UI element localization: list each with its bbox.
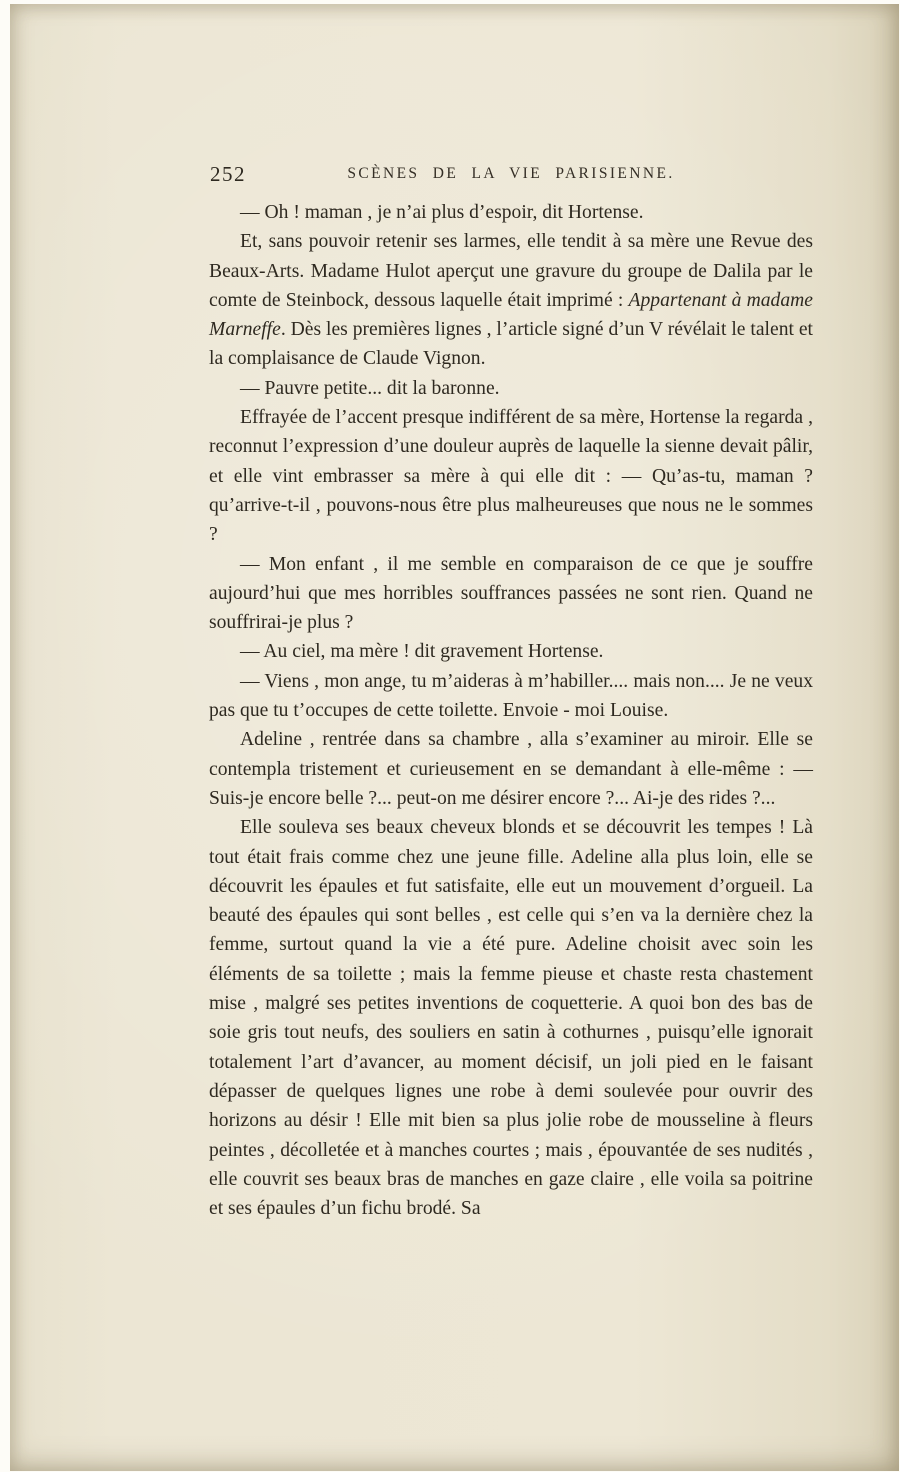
text-segment: Effrayée de l’accent presque indifférent de sa mère, Hortense la regarda , reconnut l’expression d’une douleur auprès de laquelle la sienne devait pâlir, et elle vint embrasser sa mère à qui elle dit : — Qu’as-tu, maman ? qu’arrive-t-il , pouvons-nous être plus malheureuses que nous ne le sommes ?: [209, 407, 813, 546]
paragraph: [209, 550, 813, 638]
paragraph: [209, 403, 813, 549]
text-segment: — Au ciel, ma mère ! dit gravement Hortense.: [240, 641, 604, 663]
text-segment: — Pauvre petite... dit la baronne.: [240, 377, 500, 399]
text-segment: — Viens , mon ange, tu m’aideras à m’habiller.... mais non.... Je ne veux pas que tu t’occupes de cette toilette. Envoie - moi Louise.: [209, 670, 813, 722]
paragraph: [209, 374, 813, 403]
paragraph: [209, 725, 813, 813]
text-segment: — Oh ! maman , je n’ai plus d’espoir, dit Hortense.: [240, 202, 644, 223]
page-number: 252: [210, 162, 246, 186]
paragraph: [209, 227, 813, 373]
text-block: [209, 198, 813, 1223]
running-title: SCÈNES DE LA VIE PARISIENNE.: [347, 165, 675, 182]
paragraph: [209, 637, 813, 666]
paragraph: [209, 198, 813, 227]
book-page: [10, 4, 899, 1471]
italic-text-segment: Appartenant à madame Marneffe: [209, 289, 813, 341]
page-header: [209, 159, 813, 191]
text-segment: Adeline , rentrée dans sa chambre , alla s’examiner au miroir. Elle se contempla tristement et curieusement en se demandant à elle-même : — Suis-je encore belle ?... peut-on me désirer encore ?... Ai-je des rides ?...: [209, 729, 813, 809]
paragraph: [209, 667, 813, 726]
text-segment: . Dès les premières lignes , l’article signé d’un V révélait le talent et la complaisance de Claude Vignon.: [209, 319, 813, 370]
paragraph: [209, 813, 813, 1223]
text-segment: — Mon enfant , il me semble en comparaison de ce que je souffre aujourd’hui que mes horribles souffrances passées ne sont rien. Quand ne souffrirai-je plus ?: [209, 553, 813, 634]
text-segment: Et, sans pouvoir retenir ses larmes, elle tendit à sa mère une Revue des Beaux-Arts. Madame Hulot aperçut une gravure du groupe de Dalila par le comte de Steinbock, dessous laquelle était imprimé :: [209, 231, 813, 311]
page-content: [209, 159, 813, 1223]
text-segment: Elle souleva ses beaux cheveux blonds et se découvrit les tempes ! Là tout était frais comme chez une jeune fille. Adeline alla plus loin, elle se découvrit les épaules et fut satisfaite, elle eut un mouvement d’orgueil. La beauté des épaules qui sont belles , est celle qui s’en va la dernière chez la femme, surtout quand la vie a été pure. Adeline choisit avec soin les éléments de sa toilette ; mais la femme pieuse et chaste resta chastement mise , malgré ses petites inventions de coquetterie. A quoi bon des bas de soie gris tout neufs, des souliers en satin à cothurnes , puisqu’elle ignorait totalement l’art d’avancer, au moment décisif, un joli pied en le faisant dépasser de quelques lignes une robe à demi soulevée pour ouvrir des horizons au désir ! Elle mit bien sa plus jolie robe de mousseline à fleurs peintes , décolletée et à manches courtes ; mais , épouvantée de ses nudités , elle couvrit ses beaux bras de manches en gaze claire , elle voila sa poitrine et ses épaules d’un fichu brodé. Sa: [209, 817, 813, 1220]
